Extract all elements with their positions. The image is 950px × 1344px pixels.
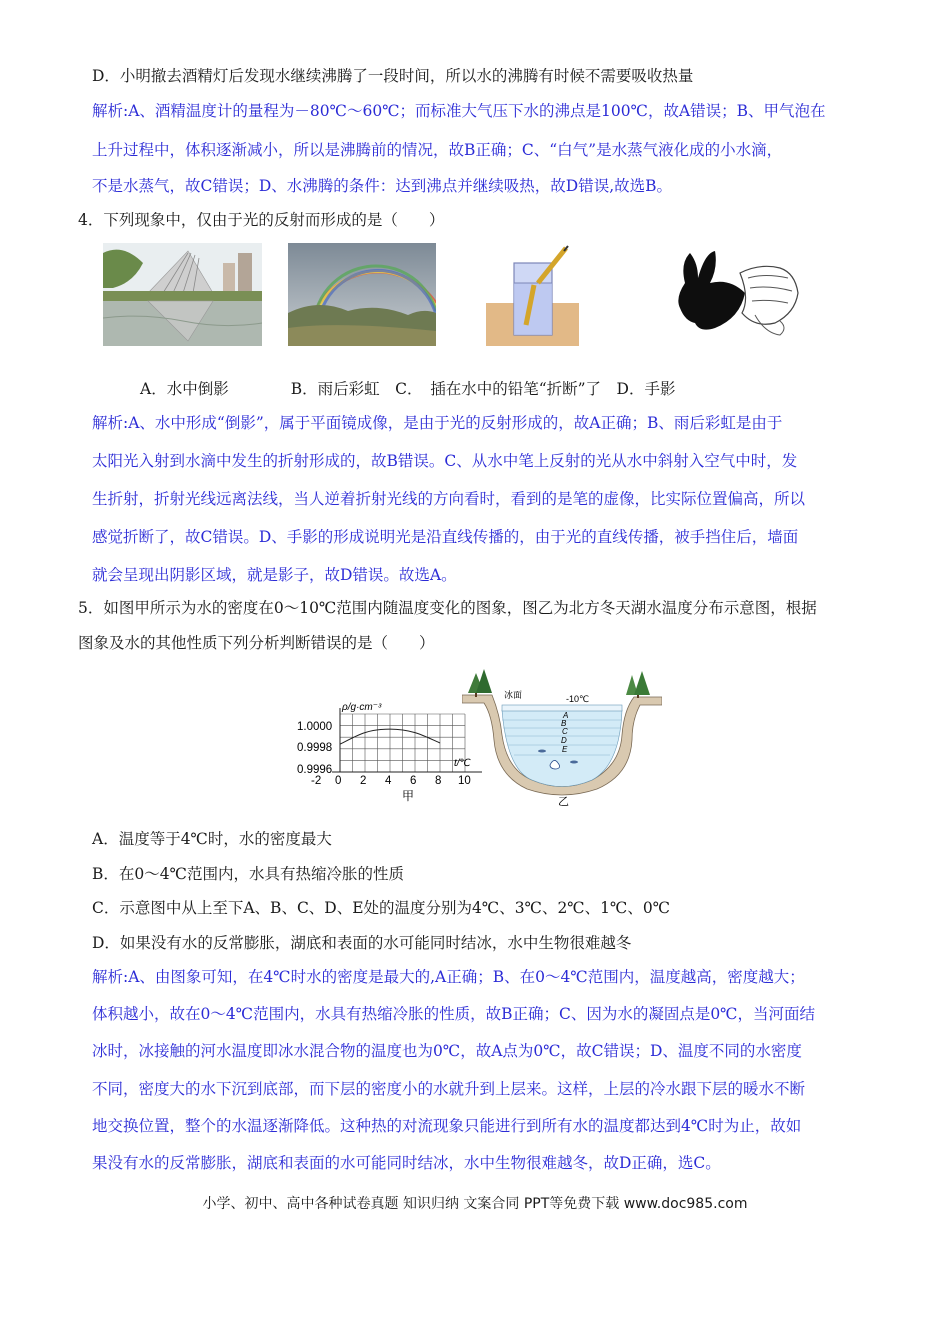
figure-b-caption: 乙 xyxy=(558,796,569,808)
point-b: B xyxy=(561,719,567,728)
q4-options: A．水中倒影 B．雨后彩虹 C． 插在水中的铅笔“折断”了 D．手影 xyxy=(140,380,676,398)
q5-analysis-line-2: 体积越小，故在0～4℃范围内，水具有热缩冷胀的性质，故B正确；C、因为水的凝固点是0℃，当河面结 xyxy=(92,1005,816,1023)
q3-analysis-line-3: 不是水蒸气，故C错误；D、水沸腾的条件：达到沸点并继续吸热，故D错误,故选B。 xyxy=(92,177,673,195)
q3-analysis-line-1: 解析:A、酒精温度计的量程为－80℃～60℃；而标准大气压下水的沸点是100℃，故A错误；B、甲气泡在 xyxy=(92,102,826,120)
y-tick-3: 0.9996 xyxy=(297,764,333,776)
q5-analysis-line-3: 冰时，冰接触的河水温度即冰水混合物的温度也为0℃，故A点为0℃，故C错误；D、温度不同的水密度 xyxy=(92,1042,802,1060)
point-c: C xyxy=(562,727,568,736)
tree-icon xyxy=(626,671,650,698)
x-axis-label: t/℃ xyxy=(454,758,471,769)
figure-a-caption: 甲 xyxy=(402,789,415,803)
q4-analysis-line-2: 太阳光入射到水滴中发生的折射形成的，故B错误。C、从水中笔上反射的光从水中斜射入空气中时，发 xyxy=(92,452,798,470)
y-axis-label: ρ/g·cm⁻³ xyxy=(342,702,382,713)
hand-shadow-photo xyxy=(670,243,802,346)
point-a: A xyxy=(563,711,569,720)
q5-analysis-line-4: 不同，密度大的水下沉到底部，而下层的密度小的水就升到上层来。这样，上层的冷水跟下层的暖水不断 xyxy=(92,1080,806,1098)
y-tick-1: 1.0000 xyxy=(297,721,333,733)
q5-analysis-line-1: 解析:A、由图象可知，在4℃时水的密度是最大的,A正确；B、在0～4℃范围内，温度越高，密度越大； xyxy=(92,968,805,986)
q4-stem: 4．下列现象中，仅由于光的反射而形成的是（ ） xyxy=(78,211,445,229)
x-tick--2: -2 xyxy=(311,775,322,787)
pencil-in-water-photo xyxy=(486,243,579,346)
x-tick-0: 0 xyxy=(335,775,342,787)
x-tick-2: 2 xyxy=(360,775,367,787)
q5-option-c: C．示意图中从上至下A、B、C、D、E处的温度分别为4℃、3℃、2℃、1℃、0℃ xyxy=(92,899,671,917)
tree-icon xyxy=(468,669,492,697)
page-footer: 小学、初中、高中各种试卷真题 知识归纳 文案合同 PPT等免费下载 www.doc985.com xyxy=(202,1196,748,1212)
q3-analysis-line-2: 上升过程中，体积逐渐减小，所以是沸腾前的情况，故B正确；C、“白气”是水蒸气液化成的小水滴， xyxy=(92,141,783,159)
ice-label: 冰面 xyxy=(504,690,523,700)
point-e: E xyxy=(562,745,568,754)
q4-analysis-line-3: 生折射，折射光线远离法线，当人逆着折射光线的方向看时，看到的是笔的虚像，比实际位置偏高，所以 xyxy=(92,490,806,508)
q5-option-b: B．在0～4℃范围内，水具有热缩冷胀的性质 xyxy=(92,865,404,883)
q5-stem-line-2: 图象及水的其他性质下列分析判断错误的是（ ） xyxy=(78,634,435,652)
x-tick-8: 8 xyxy=(435,775,442,787)
y-tick-2: 0.9998 xyxy=(297,742,333,754)
x-tick-6: 6 xyxy=(410,775,417,787)
q5-analysis-line-6: 果没有水的反常膨胀，湖底和表面的水可能同时结冰，水中生物很难越冬，故D正确，选C。 xyxy=(92,1154,721,1172)
x-tick-10: 10 xyxy=(458,775,471,787)
chart-grid xyxy=(340,714,465,772)
q5-option-a: A．温度等于4℃时，水的密度最大 xyxy=(92,830,332,848)
q5-stem-line-1: 5．如图甲所示为水的密度在0～10℃范围内随温度变化的图象，图乙为北方冬天湖水温度分布示意图，根据 xyxy=(78,599,817,617)
q4-analysis-line-5: 就会呈现出阴影区域，就是影子，故D错误。故选A。 xyxy=(92,566,457,584)
air-temp-label: -10℃ xyxy=(566,694,590,704)
q3-option-d: D．小明撤去酒精灯后发现水继续沸腾了一段时间，所以水的沸腾有时候不需要吸收热量 xyxy=(92,67,694,85)
q5-analysis-line-5: 地交换位置，整个的水温逐渐降低。这种热的对流现象只能进行到所有水的温度都达到4℃时为止，故如 xyxy=(92,1117,802,1135)
ice-layer xyxy=(502,705,622,711)
x-tick-4: 4 xyxy=(385,775,392,787)
lake-diagram xyxy=(462,665,662,808)
q5-option-d: D．如果没有水的反常膨胀，湖底和表面的水可能同时结冰，水中生物很难越冬 xyxy=(92,934,632,952)
rainbow-photo xyxy=(288,243,436,346)
point-d: D xyxy=(561,736,567,745)
q4-analysis-line-4: 感觉折断了，故C错误。D、手影的形成说明光是沿直线传播的，由于光的直线传播，被手挡住后，墙面 xyxy=(92,528,799,546)
reflection-photo xyxy=(103,243,262,346)
q4-analysis-line-1: 解析:A、水中形成“倒影”，属于平面镜成像，是由于光的反射形成的，故A正确；B、雨后彩虹是由于 xyxy=(92,414,783,432)
